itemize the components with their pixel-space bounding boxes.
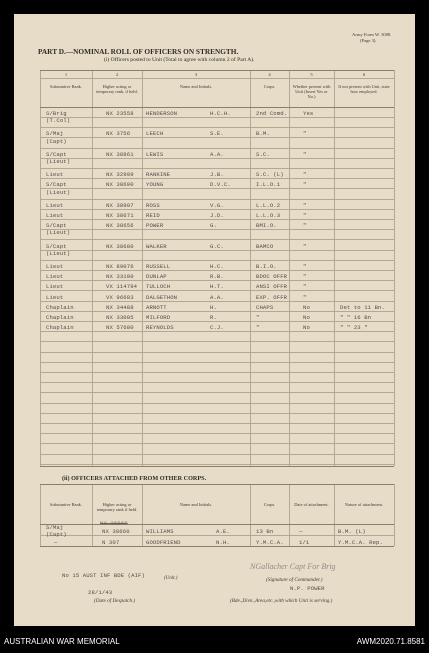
present-cell: " <box>303 283 307 291</box>
service-number-cell: NX 34488 <box>106 303 134 311</box>
attachment-nature-cell: Y.M.C.A. Rep. <box>338 539 383 546</box>
column-header: Name and Initials. <box>179 502 213 507</box>
table-column-rule <box>250 70 251 466</box>
table-ruled-line <box>40 464 394 465</box>
present-cell: " <box>303 181 307 189</box>
table-bottom-rule <box>40 546 394 547</box>
table-ruled-line <box>40 229 394 230</box>
table-column-rule <box>40 484 41 546</box>
service-number-cell: NX 23558 <box>106 110 134 117</box>
surname-cell: ARNOTT <box>146 303 167 311</box>
service-number-cell: NX 33005 <box>106 314 134 321</box>
column-header: Higher acting or temporary rank if held. <box>96 502 138 513</box>
service-number-cell: VX 96683 <box>106 293 134 301</box>
corps-cell: " <box>256 324 260 332</box>
initials-cell: G. <box>210 222 217 230</box>
table-ruled-line <box>40 188 394 189</box>
footer-archive-name: AUSTRALIAN WAR MEMORIAL <box>4 637 120 646</box>
table-ruled-line <box>40 127 394 128</box>
table-ruled-line <box>40 372 394 373</box>
corps-cell: BDOC OFFR <box>256 273 288 281</box>
table-ruled-line <box>40 199 394 200</box>
rank-cell: (Lieut) <box>46 249 71 257</box>
rank-cell: S/Capt <box>46 242 67 250</box>
corps-cell: EXP. OFFR <box>256 293 288 301</box>
table-header-bottom-rule <box>40 107 394 108</box>
attachment-date-cell: 1/1 <box>299 539 310 546</box>
column-number: 2 <box>115 71 119 77</box>
surname-cell: DALGETHON <box>146 293 178 301</box>
service-number-cell: NX 38680 <box>106 242 134 250</box>
rank-cell: Lieut <box>46 212 64 219</box>
service-number-cell: NX 38690 <box>106 181 134 189</box>
rank-cell: S/Maj <box>46 130 64 138</box>
table-column-rule <box>40 70 41 466</box>
service-number-cell: VX 114794 <box>106 283 138 291</box>
rank-cell: (Lieut) <box>46 157 71 165</box>
table-ruled-line <box>40 270 394 271</box>
part-d-title: PART D.—NOMINAL ROLL OF OFFICERS ON STRENGTH. <box>38 47 239 56</box>
table-ruled-line <box>40 321 394 322</box>
column-header: Name and Initials. <box>179 84 213 89</box>
attachment-date-cell: — <box>299 528 303 535</box>
rank-cell: Lieut <box>46 171 64 179</box>
column-header: Whether present with Unit (Insert Yes or No.) <box>292 84 331 100</box>
rank-cell: Lieut <box>46 293 64 301</box>
service-number-cell: NX 3756 <box>106 130 131 138</box>
table-ruled-line <box>40 454 394 455</box>
rank-cell: (Lieut) <box>46 229 71 237</box>
service-number-cell: NX 38861 <box>106 150 134 158</box>
present-cell: " <box>303 201 307 209</box>
bde-label: (Bde.,Divn.,Area,etc.,with which Unit is serving.) <box>230 598 333 604</box>
service-number-cell: NX 38660 <box>102 528 130 535</box>
initials-cell: J.B. <box>210 171 224 179</box>
table-ruled-line <box>40 239 394 240</box>
table-ruled-line <box>40 535 394 536</box>
surname-cell: LEECH <box>146 130 164 138</box>
corps-cell: BMI.O. <box>256 222 277 230</box>
table-ruled-line <box>40 178 394 179</box>
table-column-rule <box>289 70 290 466</box>
table-ruled-line <box>40 209 394 210</box>
service-number-cell: N 307 <box>102 539 120 546</box>
rank-cell: Lieut <box>46 273 64 281</box>
column-header: Date of attachment. <box>294 502 329 507</box>
rank-cell: S/Brig <box>46 110 67 117</box>
rank-cell: Lieut <box>46 283 64 291</box>
service-number-cell: NX 38656 <box>106 222 134 230</box>
table-ruled-line <box>40 443 394 444</box>
table-ruled-line <box>40 137 394 138</box>
column-number: 1 <box>64 71 68 77</box>
rank-cell: Lieut <box>46 263 64 270</box>
column-header: Nature of attachment. <box>344 502 384 507</box>
present-cell: No <box>303 324 310 332</box>
signature-label: (Signature of Commander.) <box>266 577 323 583</box>
corps-cell: " <box>256 314 260 321</box>
present-cell: No <box>303 303 310 311</box>
present-cell: " <box>303 150 307 158</box>
surname-cell: GOODFRIEND <box>146 539 181 546</box>
column-header: Substantive Rank. <box>50 502 82 507</box>
surname-cell: REID <box>146 212 160 219</box>
rank-cell: Chaplain <box>46 324 74 332</box>
table-ruled-line <box>40 250 394 251</box>
unit-label: (Unit.) <box>164 576 178 581</box>
rank-cell: (T.Col) <box>46 117 71 125</box>
commander-signature: NGallacher Capt For Brig <box>250 562 336 571</box>
section-2-subtitle: (ii) OFFICERS ATTACHED FROM OTHER CORPS. <box>62 475 207 482</box>
table-column-rule <box>334 484 335 546</box>
corps-cell: ANSI OFFR <box>256 283 288 291</box>
column-number: 3 <box>194 71 198 77</box>
service-number-cell: NX 33100 <box>106 273 134 281</box>
initials-cell: G.C. <box>210 242 224 250</box>
table-top-rule <box>40 484 394 485</box>
initials-cell: V.G. <box>210 201 224 209</box>
table-ruled-line <box>40 433 394 434</box>
initials-cell: H.T. <box>210 283 224 291</box>
present-cell: " <box>303 222 307 230</box>
surname-cell: MILFORD <box>146 314 171 321</box>
struck-service-number: NX 36860 <box>100 520 128 527</box>
surname-cell: RUSSELL <box>146 263 171 270</box>
table-ruled-line <box>40 148 394 149</box>
table-ruled-line <box>40 311 394 312</box>
table-header-rule <box>40 78 394 79</box>
corps-cell: S.C. <box>256 150 270 158</box>
corps-cell: S.C. (L) <box>256 171 284 179</box>
corps-cell: BAMCO <box>256 242 274 250</box>
table-ruled-line <box>40 301 394 302</box>
initials-cell: N.H. <box>216 539 230 546</box>
present-cell: " <box>303 273 307 281</box>
footer-accession-number: AWM2020.71.8581 <box>356 637 425 646</box>
table-ruled-line <box>40 331 394 332</box>
present-cell: Yes <box>303 110 314 117</box>
corps-cell: L.L.O.3 <box>256 212 281 219</box>
rank-cell: (Capt) <box>46 531 67 538</box>
employment-cell: Det to 11 Bn. <box>340 303 385 311</box>
table-ruled-line <box>40 280 394 281</box>
rank-cell: S/Capt <box>46 222 67 230</box>
table-column-rule <box>92 484 93 546</box>
corps-cell: B.M. <box>256 130 270 138</box>
corps-cell: B.I.O. <box>256 263 277 270</box>
surname-cell: YOUNG <box>146 181 164 189</box>
table-ruled-line <box>40 423 394 424</box>
present-cell: " <box>303 242 307 250</box>
initials-cell: H.C.H. <box>210 110 231 117</box>
corps-cell: I.L.O.1 <box>256 181 281 189</box>
surname-cell: WALKER <box>146 242 167 250</box>
corps-cell: 13 Bn <box>256 528 274 535</box>
rank-cell: S/Capt <box>46 181 67 189</box>
rank-cell: (Lieut) <box>46 188 71 196</box>
column-header: If not present with Unit, state how employed. <box>338 84 390 95</box>
surname-cell: TULLOCH <box>146 283 171 291</box>
table-ruled-line <box>40 413 394 414</box>
initials-cell: A.A. <box>210 293 224 301</box>
rank-cell: (Capt) <box>46 137 67 145</box>
table-ruled-line <box>40 290 394 291</box>
table-ruled-line <box>40 352 394 353</box>
rank-cell: — <box>54 539 58 546</box>
table-top-rule <box>40 70 394 71</box>
table-ruled-line <box>40 219 394 220</box>
table-ruled-line <box>40 392 394 393</box>
initials-cell: C.J. <box>210 324 224 332</box>
table-ruled-line <box>40 341 394 342</box>
attachment-nature-cell: B.M. (L) <box>338 528 366 535</box>
table-bottom-rule <box>40 466 394 467</box>
table-column-rule <box>394 70 395 466</box>
surname-cell: RANKINE <box>146 171 171 179</box>
service-number-cell: NX 32999 <box>106 171 134 179</box>
table-column-rule <box>334 70 335 466</box>
corps-cell: Y.M.C.A. <box>256 539 284 546</box>
form-page-number: (Page 3). <box>360 38 377 43</box>
initials-cell: J.D. <box>210 212 224 219</box>
despatch-label: (Date of Despatch.) <box>94 598 136 604</box>
service-number-cell: NX 38907 <box>106 201 134 209</box>
employment-cell: " " 16 Bn <box>340 314 372 321</box>
corps-cell: 2nd Comd. <box>256 110 288 117</box>
rank-cell: S/Capt <box>46 150 67 158</box>
column-header: Corps. <box>263 84 276 89</box>
unit-typed: No 15 AUST INF BDE (AIF) <box>62 572 145 579</box>
column-header: Corps. <box>263 502 276 507</box>
present-cell: " <box>303 293 307 301</box>
table-column-rule <box>250 484 251 546</box>
rank-cell: Lieut <box>46 201 64 209</box>
table-column-rule <box>289 484 290 546</box>
table-column-rule <box>92 70 93 466</box>
table-ruled-line <box>40 362 394 363</box>
column-number: 6 <box>362 71 366 77</box>
table-ruled-line <box>40 168 394 169</box>
surname-cell: DUNLAP <box>146 273 167 281</box>
present-cell: No <box>303 314 310 321</box>
surname-cell: POWER <box>146 222 164 230</box>
rank-cell: Chaplain <box>46 314 74 321</box>
initials-cell: R. <box>210 314 217 321</box>
corps-cell: CHAPS <box>256 303 274 311</box>
corps-cell: L.L.O.2 <box>256 201 281 209</box>
initials-cell: A.A. <box>210 150 224 158</box>
surname-cell: WILLIAMS <box>146 528 174 535</box>
rank-cell: Chaplain <box>46 303 74 311</box>
surname-cell: HENDERSON <box>146 110 178 117</box>
surname-cell: ROSS <box>146 201 160 209</box>
rank-cell: S/Maj <box>46 524 64 531</box>
table-ruled-line <box>40 117 394 118</box>
initials-cell: H. <box>210 303 217 311</box>
column-header: Substantive Rank. <box>50 84 82 89</box>
present-cell: " <box>303 212 307 219</box>
surname-cell: REYNOLDS <box>146 324 174 332</box>
employment-cell: " " 23 " <box>340 324 368 332</box>
service-number-cell: NX 57680 <box>106 324 134 332</box>
column-number: 5 <box>310 71 313 77</box>
table-column-rule <box>394 484 395 546</box>
table-ruled-line <box>40 158 394 159</box>
initials-cell: S.E. <box>210 130 224 138</box>
table-ruled-line <box>40 260 394 261</box>
present-cell: " <box>303 171 307 179</box>
initials-cell: R.B. <box>210 273 224 281</box>
section-1-subtitle: (i) Officers posted to Unit (Total to agree with column 2 of Part A). <box>104 57 255 63</box>
table-column-rule <box>142 70 143 466</box>
surname-cell: LEWIS <box>146 150 164 158</box>
present-cell: " <box>303 263 307 270</box>
column-header: Higher acting or temporary rank, if held. <box>96 84 138 95</box>
present-cell: " <box>303 130 307 138</box>
table-ruled-line <box>40 382 394 383</box>
column-number: 4 <box>268 71 271 77</box>
form-reference: Army Form W. 3008. <box>352 32 392 37</box>
service-number-cell: NX 89076 <box>106 263 134 270</box>
initials-cell: A.E. <box>216 528 230 535</box>
table-header-bottom-rule <box>40 524 394 525</box>
table-ruled-line <box>40 403 394 404</box>
table-column-rule <box>142 484 143 546</box>
document-page <box>14 14 415 626</box>
despatch-date-typed: 28/1/43 <box>88 589 113 596</box>
service-number-cell: NX 38671 <box>106 212 134 219</box>
initials-cell: H.C. <box>210 263 224 270</box>
signatory-name: N.P. POWER <box>290 585 325 592</box>
initials-cell: D.V.C. <box>210 181 231 189</box>
